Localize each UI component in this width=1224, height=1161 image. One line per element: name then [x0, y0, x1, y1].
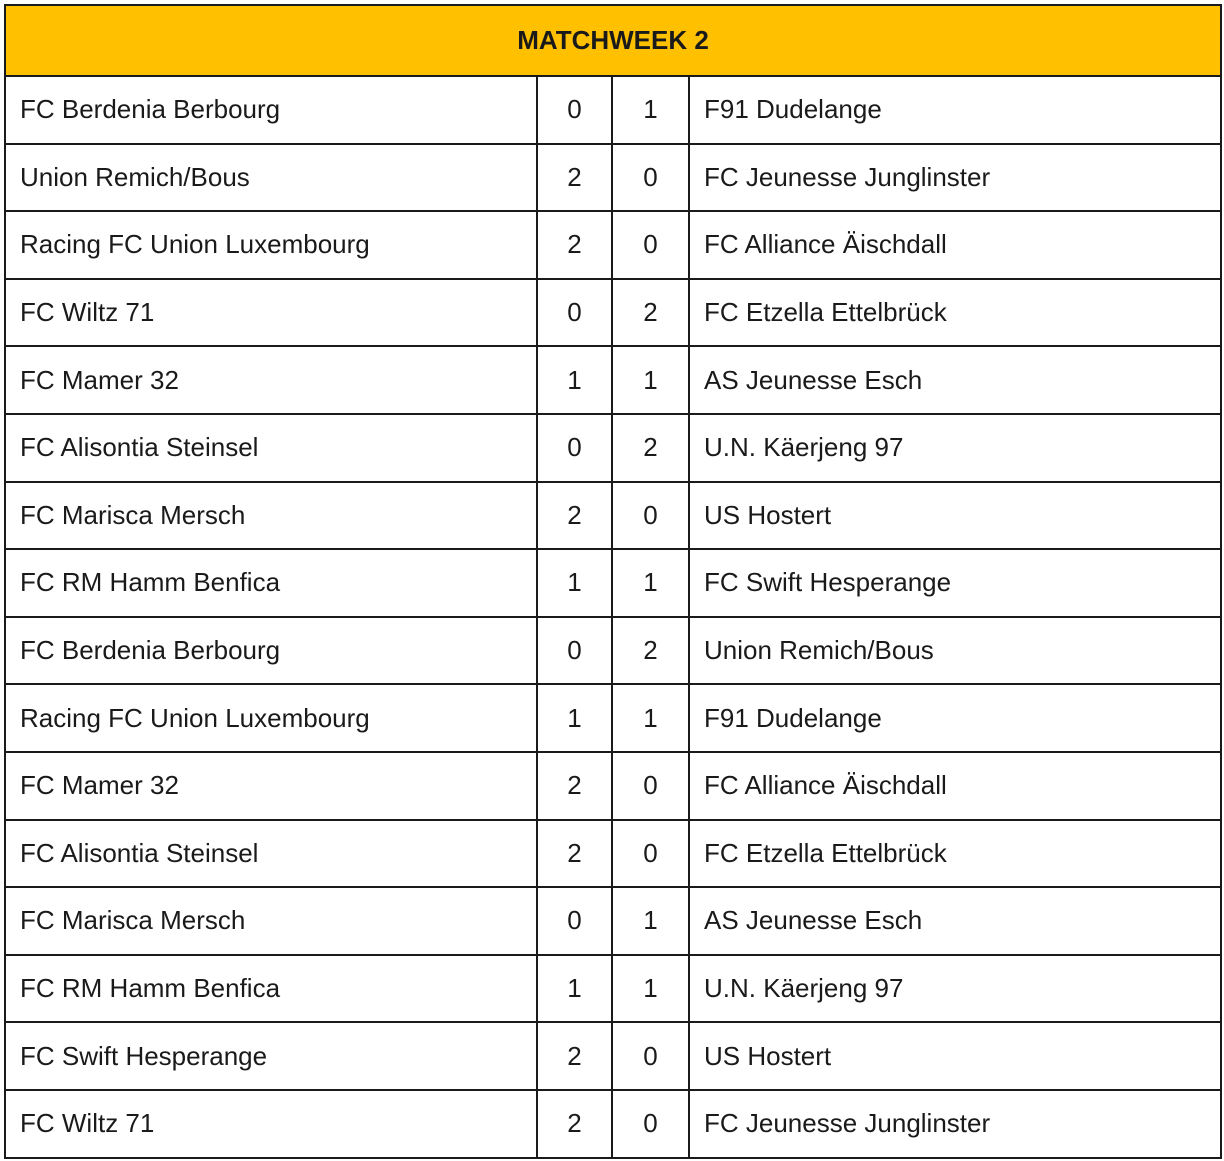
away-score: 1 — [612, 549, 689, 617]
away-team: F91 Dudelange — [689, 76, 1221, 144]
away-team: Union Remich/Bous — [689, 617, 1221, 685]
away-score: 1 — [612, 887, 689, 955]
away-score: 2 — [612, 279, 689, 347]
table-row — [5, 346, 1221, 414]
away-score: 0 — [612, 144, 689, 212]
match-list — [5, 76, 1221, 1158]
home-team: Union Remich/Bous — [5, 144, 537, 212]
home-team: Racing FC Union Luxembourg — [5, 684, 537, 752]
home-score: 0 — [537, 414, 612, 482]
table-row — [5, 549, 1221, 617]
away-score: 0 — [612, 820, 689, 888]
away-team: US Hostert — [689, 482, 1221, 550]
away-team: AS Jeunesse Esch — [689, 887, 1221, 955]
table-row — [5, 482, 1221, 550]
table-row — [5, 1090, 1221, 1158]
away-team: FC Etzella Ettelbrück — [689, 820, 1221, 888]
home-score: 2 — [537, 144, 612, 212]
home-team: FC Berdenia Berbourg — [5, 617, 537, 685]
matchweek-title: MATCHWEEK 2 — [5, 5, 1221, 76]
home-score: 0 — [537, 76, 612, 144]
away-score: 0 — [612, 752, 689, 820]
home-score: 1 — [537, 684, 612, 752]
home-team: FC Berdenia Berbourg — [5, 76, 537, 144]
away-team: FC Swift Hesperange — [689, 549, 1221, 617]
home-score: 1 — [537, 346, 612, 414]
table-row — [5, 887, 1221, 955]
table-row — [5, 279, 1221, 347]
away-team: FC Jeunesse Junglinster — [689, 144, 1221, 212]
away-score: 1 — [612, 76, 689, 144]
home-score: 0 — [537, 887, 612, 955]
home-team: FC Mamer 32 — [5, 752, 537, 820]
table-row — [5, 617, 1221, 685]
home-score: 0 — [537, 279, 612, 347]
home-team: FC Marisca Mersch — [5, 887, 537, 955]
home-team: FC Wiltz 71 — [5, 279, 537, 347]
table-row — [5, 820, 1221, 888]
away-team: F91 Dudelange — [689, 684, 1221, 752]
home-team: FC Wiltz 71 — [5, 1090, 537, 1158]
header-row — [5, 5, 1221, 76]
table-row — [5, 76, 1221, 144]
away-score: 1 — [612, 955, 689, 1023]
home-team: FC Mamer 32 — [5, 346, 537, 414]
away-team: AS Jeunesse Esch — [689, 346, 1221, 414]
results-table — [4, 4, 1222, 1159]
away-score: 0 — [612, 1090, 689, 1158]
home-score: 0 — [537, 617, 612, 685]
home-score: 2 — [537, 1090, 612, 1158]
home-score: 2 — [537, 1022, 612, 1090]
home-team: FC RM Hamm Benfica — [5, 549, 537, 617]
home-score: 2 — [537, 482, 612, 550]
home-score: 1 — [537, 955, 612, 1023]
away-score: 0 — [612, 482, 689, 550]
away-team: FC Alliance Äischdall — [689, 752, 1221, 820]
table-row — [5, 684, 1221, 752]
home-score: 1 — [537, 549, 612, 617]
table-row — [5, 1022, 1221, 1090]
away-team: FC Etzella Ettelbrück — [689, 279, 1221, 347]
table-row — [5, 211, 1221, 279]
home-score: 2 — [537, 211, 612, 279]
table-row — [5, 752, 1221, 820]
home-score: 2 — [537, 820, 612, 888]
away-team: FC Alliance Äischdall — [689, 211, 1221, 279]
home-team: Racing FC Union Luxembourg — [5, 211, 537, 279]
away-team: U.N. Käerjeng 97 — [689, 955, 1221, 1023]
away-team: US Hostert — [689, 1022, 1221, 1090]
home-team: FC Marisca Mersch — [5, 482, 537, 550]
away-team: U.N. Käerjeng 97 — [689, 414, 1221, 482]
table-row — [5, 955, 1221, 1023]
away-score: 2 — [612, 414, 689, 482]
away-score: 1 — [612, 684, 689, 752]
away-score: 0 — [612, 1022, 689, 1090]
home-team: FC Swift Hesperange — [5, 1022, 537, 1090]
away-team: FC Jeunesse Junglinster — [689, 1090, 1221, 1158]
home-team: FC RM Hamm Benfica — [5, 955, 537, 1023]
away-score: 1 — [612, 346, 689, 414]
home-team: FC Alisontia Steinsel — [5, 820, 537, 888]
table-row — [5, 414, 1221, 482]
away-score: 0 — [612, 211, 689, 279]
away-score: 2 — [612, 617, 689, 685]
home-team: FC Alisontia Steinsel — [5, 414, 537, 482]
table-row — [5, 144, 1221, 212]
home-score: 2 — [537, 752, 612, 820]
